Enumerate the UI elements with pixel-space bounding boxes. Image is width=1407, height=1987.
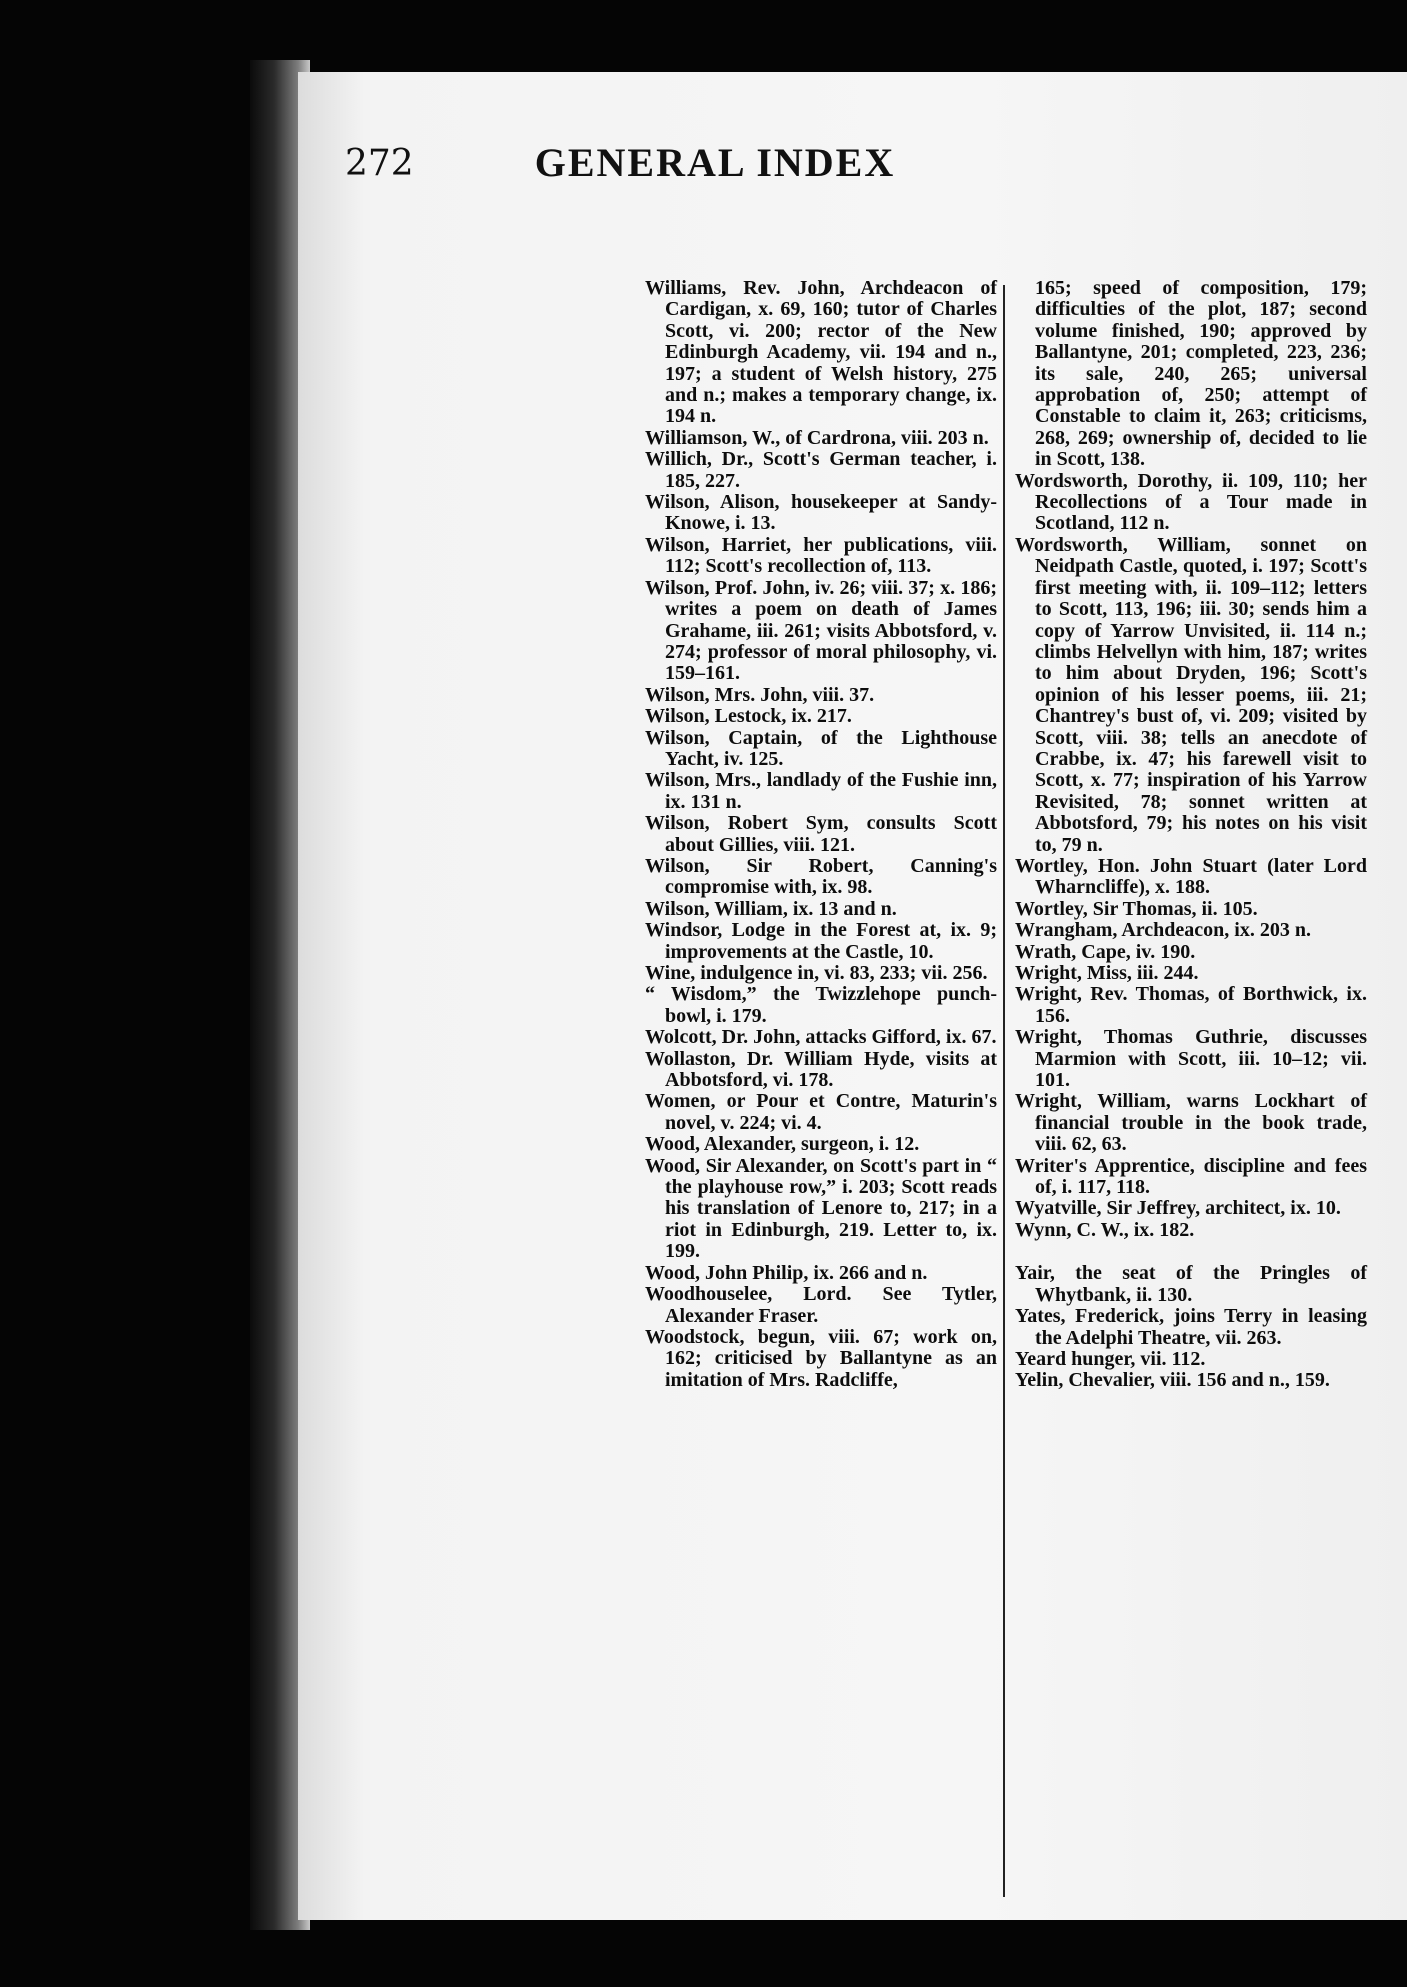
index-entry: Wordsworth, Dorothy, ii. 109, 110; her Recollections of a Tour made in Scotland, 112 n. [1015,469,1367,535]
column-divider [1003,285,1005,1897]
index-entry: Wilson, Mrs., landlady of the Fushie inn, ix. 131 n. [645,769,997,813]
index-entry: Women, or Pour et Contre, Maturin's novel, v. 224; vi. 4. [645,1090,997,1134]
letter-section-gap [1015,1241,1367,1263]
index-entry: Wolcott, Dr. John, attacks Gifford, ix. 67. [645,1026,997,1049]
index-column-right [1015,278,1367,1392]
index-entry: Wright, Rev. Thomas, of Borthwick, ix. 156. [1015,983,1367,1027]
index-column-left [645,278,997,1391]
index-entry: Yeard hunger, vii. 112. [1015,1347,1206,1370]
index-entry: Woodstock, begun, viii. 67; work on, 162; criticised by Ballantyne as an imitation of Mrs. Radcliffe, [645,1325,997,1391]
page-number: 272 [345,143,414,184]
index-entry: Wilson, Sir Robert, Canning's compromise with, ix. 98. [645,854,997,899]
index-entry: Wright, Thomas Guthrie, discusses Marmion with Scott, iii. 10–12; vii. 101. [1015,1026,1367,1092]
index-entry: Wilson, Mrs. John, viii. 37. [645,683,875,706]
index-entry: Yelin, Chevalier, viii. 156 and n., 159. [1015,1369,1330,1392]
index-entry: Wortley, Sir Thomas, ii. 105. [1015,897,1258,920]
index-entry: Yair, the seat of the Pringles of Whytbank, ii. 130. [1015,1262,1367,1306]
index-entry: Wood, John Philip, ix. 266 and n. [645,1261,928,1284]
index-entry: Wood, Alexander, surgeon, i. 12. [645,1133,920,1156]
index-entry: Wortley, Hon. John Stuart (later Lord Wharncliffe), x. 188. [1015,854,1367,899]
index-entry: Yates, Frederick, joins Terry in leasing the Adelphi Theatre, vii. 263. [1015,1305,1367,1349]
running-head [345,140,1085,193]
index-entry: Wilson, Lestock, ix. 217. [645,705,852,728]
index-entry: Wright, William, warns Lockhart of financial trouble in the book trade, viii. 62, 63. [1015,1090,1367,1156]
index-entry: Wright, Miss, iii. 244. [1015,962,1199,984]
index-entry: Wine, indulgence in, vi. 83, 233; vii. 256. [645,962,988,984]
index-entry: Wrangham, Archdeacon, ix. 203 n. [1015,919,1311,942]
index-entry: Wilson, Alison, housekeeper at Sandy-Knowe, i. 13. [645,491,997,535]
index-entry: Woodhouselee, Lord. See Tytler, Alexander Fraser. [645,1283,997,1327]
index-entry: Wyatville, Sir Jeffrey, architect, ix. 10. [1015,1197,1341,1220]
index-entry: Wood, Sir Alexander, on Scott's part in “ the playhouse row,” i. 203; Scott reads his translation of Lenore to, 217; in a riot in Edinburgh, 219. Letter to, ix. 199. [645,1154,997,1263]
index-entry: Wilson, Captain, of the Lighthouse Yacht, iv. 125. [645,726,997,770]
index-entry: Wilson, Robert Sym, consults Scott about Gillies, viii. 121. [645,812,997,856]
index-entry: Writer's Apprentice, discipline and fees of, i. 117, 118. [1015,1154,1367,1199]
index-entry: Wrath, Cape, iv. 190. [1015,940,1196,963]
index-entry: Wilson, Prof. John, iv. 26; viii. 37; x. 186; writes a poem on death of James Grahame, iii. 261; visits Abbotsford, v. 274; professor of moral philosophy, vi. 159–161. [645,576,997,685]
index-entry: Williamson, W., of Cardrona, viii. 203 n. [645,426,989,449]
index-entry: Windsor, Lodge in the Forest at, ix. 9; improvements at the Castle, 10. [645,919,997,963]
index-entry: Wynn, C. W., ix. 182. [1015,1218,1195,1241]
page-title: GENERAL INDEX [534,140,896,185]
index-entry: Wilson, William, ix. 13 and n. [645,897,897,920]
index-entry: Wordsworth, William, sonnet on Neidpath Castle, quoted, i. 197; Scott's first meeting with, ii. 109–112; letters to Scott, 113, 196; iii. 30; sends him a copy of Yarrow Unvisited, ii. 114 n.; climbs Helvellyn with him, 187; writes to him about Dryden, 196; Scott's opinion of his lesser poems, iii. 21; Chantrey's bust of, vi. 209; visited by Scott, viii. 38; tells an anecdote of Crabbe, ix. 47; his farewell visit to Scott, x. 77; inspiration of his Yarrow Revisited, 78; sonnet written at Abbotsford, 79; his notes on his visit to, 79 n. [1015,533,1367,856]
index-entry: Williams, Rev. John, Archdeacon of Cardigan, x. 69, 160; tutor of Charles Scott, vi. 200; rector of the New Edinburgh Academy, vii. 194 and n., 197; a student of Welsh history, 275 and n.; makes a temporary change, ix. 194 n. [645,277,997,428]
index-entry: Wollaston, Dr. William Hyde, visits at Abbotsford, vi. 178. [645,1047,997,1092]
index-entry-continuation: 165; speed of composition, 179; difficulties of the plot, 187; second volume finished, 190; approved by Ballantyne, 201; completed, 223, 236; its sale, 240, 265; universal approbation of, 250; attempt of Constable to claim it, 263; criticisms, 268, 269; ownership of, decided to lie in Scott, 138. [1035,277,1367,471]
index-entry: “ Wisdom,” the Twizzlehope punch-bowl, i. 179. [645,983,997,1027]
index-entry: Willich, Dr., Scott's German teacher, i. 185, 227. [645,448,997,492]
index-entry: Wilson, Harriet, her publications, viii. 112; Scott's recollection of, 113. [645,533,997,578]
